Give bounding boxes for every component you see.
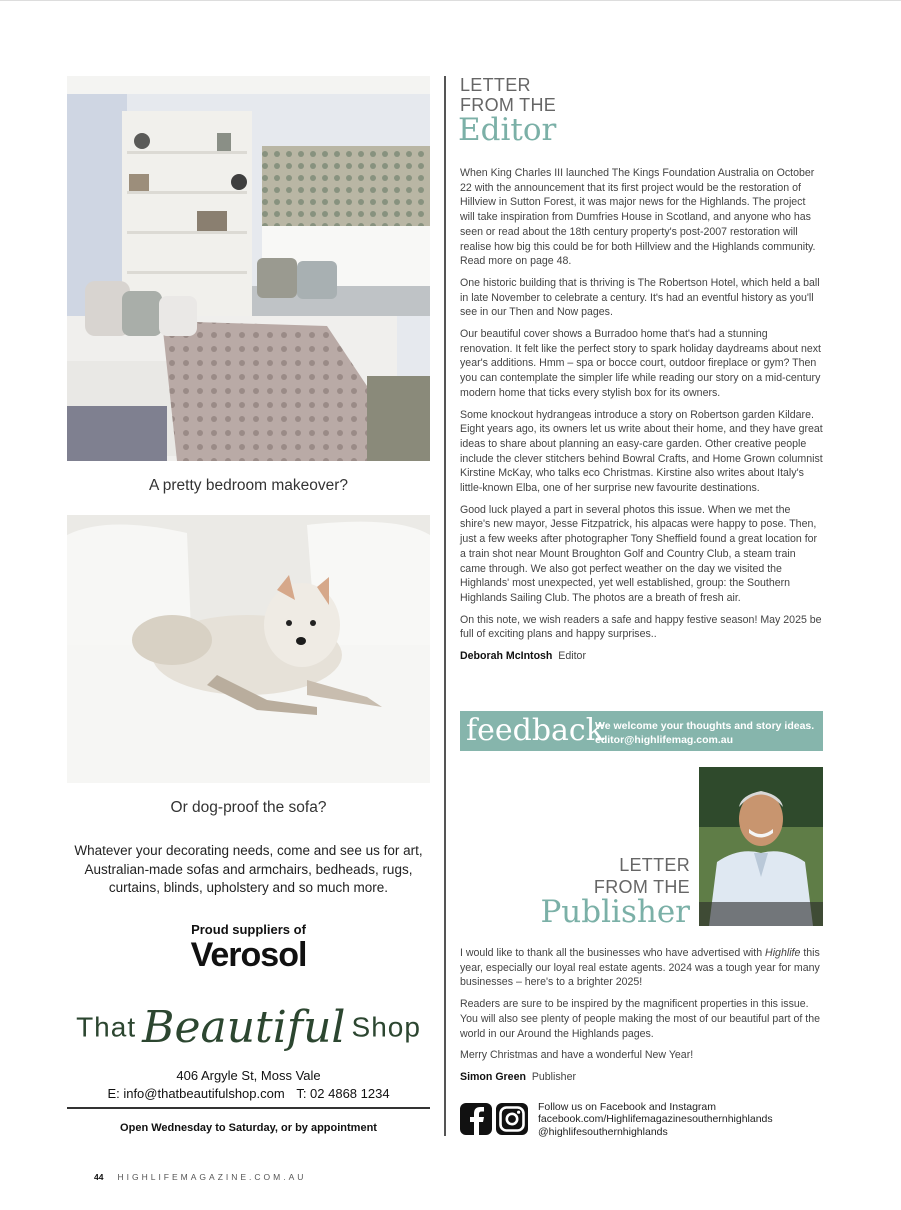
follow-text: Follow us on Facebook and Instagram [538,1101,717,1113]
publisher-kicker-2: FROM THE [593,877,690,897]
bedroom-caption: A pretty bedroom makeover? [148,477,349,494]
publisher-role: Publisher [531,1070,576,1083]
sofa-caption: Or dog-proof the sofa? [170,799,327,816]
publisher-paragraph: Readers are sure to be inspired by the magnificent properties in this issue. You will also see plenty of people making the most of our beautiful part of the world in our Around the Highlands pages. [460,998,821,1040]
publisher-name: Simon Green [460,1070,526,1083]
editor-name: Deborah McIntosh [460,650,553,663]
editor-kicker-1: LETTER [460,75,531,95]
highlife-italic: Highlife [765,947,801,959]
editor-letter [460,166,823,671]
publisher-portrait [699,767,823,926]
shop-phone[interactable]: T: 02 4868 1234 [296,1086,390,1101]
shop-name-right: Shop [351,1011,421,1043]
feedback-line: We welcome your thoughts and story ideas. [595,720,815,732]
publisher-paragraph: Merry Christmas and have a wonderful New Year! [460,1049,694,1062]
instagram-handle[interactable]: @highlifesouthernhighlands [538,1125,668,1138]
editor-paragraph: Good luck played a part in several photos this issue. When we met the shire's new mayor, Jesse Fitzpatrick, his alpacas were happy to pose. Then, just a few weeks after photographer Tony Sheffield found a great location for a train shot near Mount Broughton Golf and Country Club, a steam train came through. We also got perfect weather on the day we visited the Highlands' most unexpected, yet well established, group: the Southern Highlands Sailing Club. The photos are a breath of fresh air. [460,503,818,604]
site-url[interactable]: HIGHLIFEMAGAZINE.COM.AU [117,1172,307,1182]
feedback-text [595,719,814,747]
page-footer [94,1172,306,1182]
page-number: 44 [94,1172,104,1182]
editor-signature [460,649,823,664]
ad-body-text: Whatever your decorating needs, come and see us for art, Australian-made sofas and armchairs, bedheads, rugs, curtains, blinds, upholstery and so much more. [74,843,423,895]
shop-name-script: Beautiful [142,1002,346,1053]
publisher-title: Publisher [540,894,690,930]
editor-kicker-2: FROM THE [460,95,557,115]
shop-contact [67,1085,430,1103]
editor-paragraph: One historic building that is thriving is The Robertson Hotel, which held a ball in late November to celebrate a century. It's had an eventful history as you'll see in our Then and Now pages. [460,276,820,319]
publisher-kicker-1: LETTER [619,855,690,875]
publisher-text: this year, especially our loyal real estate agents. 2024 was a tough year for many businesses – here's to a brighter 2025! [460,947,820,989]
facebook-icon[interactable] [460,1103,492,1135]
social-icons [460,1101,530,1137]
shop-name-left: That [76,1011,137,1043]
shop-email[interactable]: E: info@thatbeautifulshop.com [107,1086,285,1101]
column-divider [444,76,446,1136]
publisher-paragraph [460,946,823,990]
proud-suppliers: Proud suppliers of [191,922,306,937]
opening-hours: Open Wednesday to Saturday, or by appointment [120,1122,377,1134]
verosol-logo: Verosol [190,936,307,974]
instagram-icon[interactable] [496,1103,528,1135]
social-follow [538,1101,828,1138]
bedroom-photo [67,76,430,461]
ad-divider [67,1107,430,1109]
feedback-email[interactable]: editor@highlifemag.com.au [595,734,734,746]
feedback-banner [460,711,823,751]
editor-paragraph: When King Charles III launched The Kings Foundation Australia on October 22 with the announcement that its first project would be the restoration of Hillview in Sutton Forest, it was major news for the Highlands. The project will take inspiration from Dumfries House in Scotland, and anyone who has seen or read about the 18th century property's post-2007 restoration will realise how big this could be for both Hillview and the Highlands community. Read more on page 48. [460,167,816,268]
editor-paragraph: On this note, we wish readers a safe and happy festive season! May 2025 be full of exciting plans and happy surprises.. [460,613,822,641]
dog-sofa-photo [67,515,430,783]
shop-logo [67,1002,430,1066]
editor-title: Editor [458,112,557,148]
publisher-signature [460,1070,823,1085]
shop-address: 406 Argyle St, Moss Vale [176,1068,321,1083]
editor-role: Editor [558,650,586,663]
editor-paragraph: Our beautiful cover shows a Burradoo home that's had a stunning renovation. It felt like the perfect story to spark holiday daydreams about next year's additions. Hmm – spa or bocce court, outdoor fireplace or gym? Then you can contemplate the simpler life while reading our story on a mid-century modern home that ticks every stylish box for its owners. [460,328,821,399]
facebook-link[interactable]: facebook.com/Highlifemagazinesouthernhighlands [538,1113,773,1126]
feedback-word: feedback [466,713,604,748]
publisher-text: I would like to thank all the businesses who have advertised with [460,947,766,959]
shop-address-block [67,1067,430,1103]
editor-paragraph: Some knockout hydrangeas introduce a story on Robertson garden Kildare. Eight years ago, its owners let us write about their home, and they have great ideas to share about planning an easy-care garden. Other creative people include the clever stitchers behind Bowral Crafts, and Home Grown columnist Kirstine McKay, who talks eco Christmas. Kirstine also writes about Italy's little-known Elba, one of her surprise new favourite destinations. [460,408,823,495]
top-rule [0,0,901,1]
publisher-letter [460,946,823,1092]
